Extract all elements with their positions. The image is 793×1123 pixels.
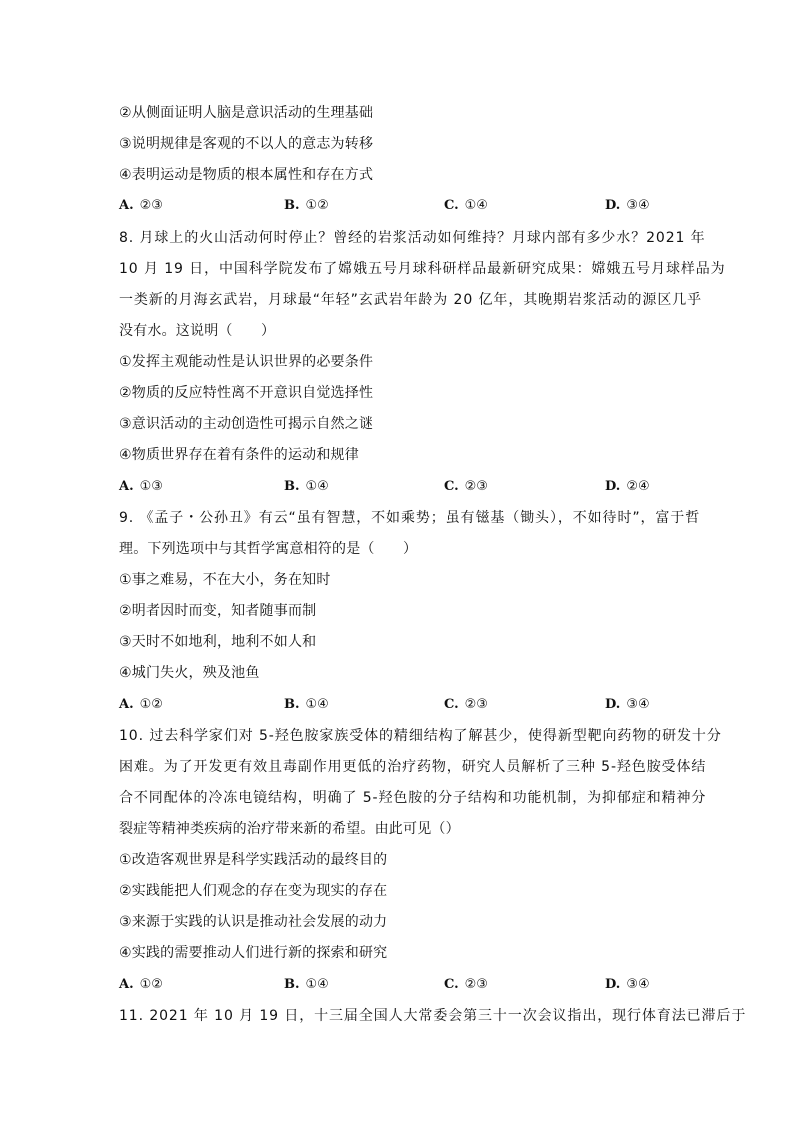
q9-option-b: B. ①④ <box>284 697 329 712</box>
q8-stem-line-2: 10 月 19 日，中国科学院发布了嫦娥五号月球科研样品最新研究成果：嫦娥五号月球样品为 <box>119 261 726 277</box>
q9-stem-line-1: 9. 《孟子・公孙丑》有云“虽有智慧，不如乘势；虽有镃基（锄头），不如待时”，富于哲 <box>119 510 701 526</box>
q8-statement-2: ②物质的反应特性离不开意识自觉选择性 <box>119 385 374 401</box>
q8-statement-3: ③意识活动的主动创造性可揭示自然之谜 <box>119 416 374 432</box>
q7-option-b: B. ①② <box>284 198 329 213</box>
q7-option-d: D. ③④ <box>605 198 650 213</box>
q9-statement-3: ③天时不如地利，地利不如人和 <box>119 634 317 650</box>
statement-4: ④表明运动是物质的根本属性和存在方式 <box>119 167 374 183</box>
q9-statement-4: ④城门失火，殃及池鱼 <box>119 665 260 681</box>
statement-3: ③说明规律是客观的不以人的意志为转移 <box>119 136 374 152</box>
statement-2: ②从侧面证明人脑是意识活动的生理基础 <box>119 105 374 121</box>
q9-statement-2: ②明者因时而变，知者随事而制 <box>119 603 317 619</box>
q10-option-c: C. ②③ <box>444 977 488 992</box>
q10-statement-2: ②实践能把人们观念的存在变为现实的存在 <box>119 883 388 899</box>
q9-stem-line-2: 理。下列选项中与其哲学寓意相符的是（ ） <box>119 541 418 557</box>
q8-options <box>119 479 679 495</box>
q8-option-a: A. ①③ <box>119 479 163 494</box>
q10-statement-1: ①改造客观世界是科学实践活动的最终目的 <box>119 852 388 868</box>
q10-option-d: D. ③④ <box>605 977 650 992</box>
q7-option-c: C. ①④ <box>444 198 488 213</box>
q10-option-a: A. ①② <box>119 977 163 992</box>
q9-statement-1: ①事之难易，不在大小，务在知时 <box>119 572 331 588</box>
q8-option-d: D. ②④ <box>605 479 650 494</box>
q10-stem-line-2: 困难。为了开发更有效且毒副作用更低的治疗药物，研究人员解析了三种 5-羟色胺受体结 <box>119 759 707 775</box>
q10-stem-line-4: 裂症等精神类疾病的治疗带来新的希望。由此可见（） <box>119 821 460 837</box>
q8-statement-1: ①发挥主观能动性是认识世界的必要条件 <box>119 354 374 370</box>
q7-option-a: A. ②③ <box>119 198 163 213</box>
q8-stem-line-1: 8. 月球上的火山活动何时停止？曾经的岩浆活动如何维持？月球内部有多少水？2021 年 <box>119 230 706 246</box>
q10-option-b: B. ①④ <box>284 977 329 992</box>
q9-option-d: D. ③④ <box>605 697 650 712</box>
q7-options <box>119 198 679 214</box>
q9-options <box>119 697 679 713</box>
q8-option-b: B. ①④ <box>284 479 329 494</box>
q10-statement-4: ④实践的需要推动人们进行新的探索和研究 <box>119 945 388 961</box>
q9-option-a: A. ①② <box>119 697 163 712</box>
q10-stem-line-3: 合不同配体的冷冻电镜结构，明确了 5-羟色胺的分子结构和功能机制，为抑郁症和精神分 <box>119 790 707 806</box>
q10-stem-line-1: 10. 过去科学家们对 5-羟色胺家族受体的精细结构了解甚少，使得新型靶向药物的研发十分 <box>119 728 722 744</box>
q11-stem-line-1: 11. 2021 年 10 月 19 日，十三届全国人大常委会第三十一次会议指出，现行体育法已滞后于 <box>119 1008 747 1024</box>
q8-stem-line-4: 没有水。这说明（ ） <box>119 323 276 339</box>
q8-stem-line-3: 一类新的月海玄武岩，月球最“年轻”玄武岩年龄为 20 亿年，其晚期岩浆活动的源区几乎 <box>119 292 703 308</box>
q9-option-c: C. ②③ <box>444 697 488 712</box>
q8-statement-4: ④物质世界存在着有条件的运动和规律 <box>119 447 359 463</box>
q8-option-c: C. ②③ <box>444 479 488 494</box>
q10-options <box>119 977 679 993</box>
q10-statement-3: ③来源于实践的认识是推动社会发展的动力 <box>119 914 388 930</box>
